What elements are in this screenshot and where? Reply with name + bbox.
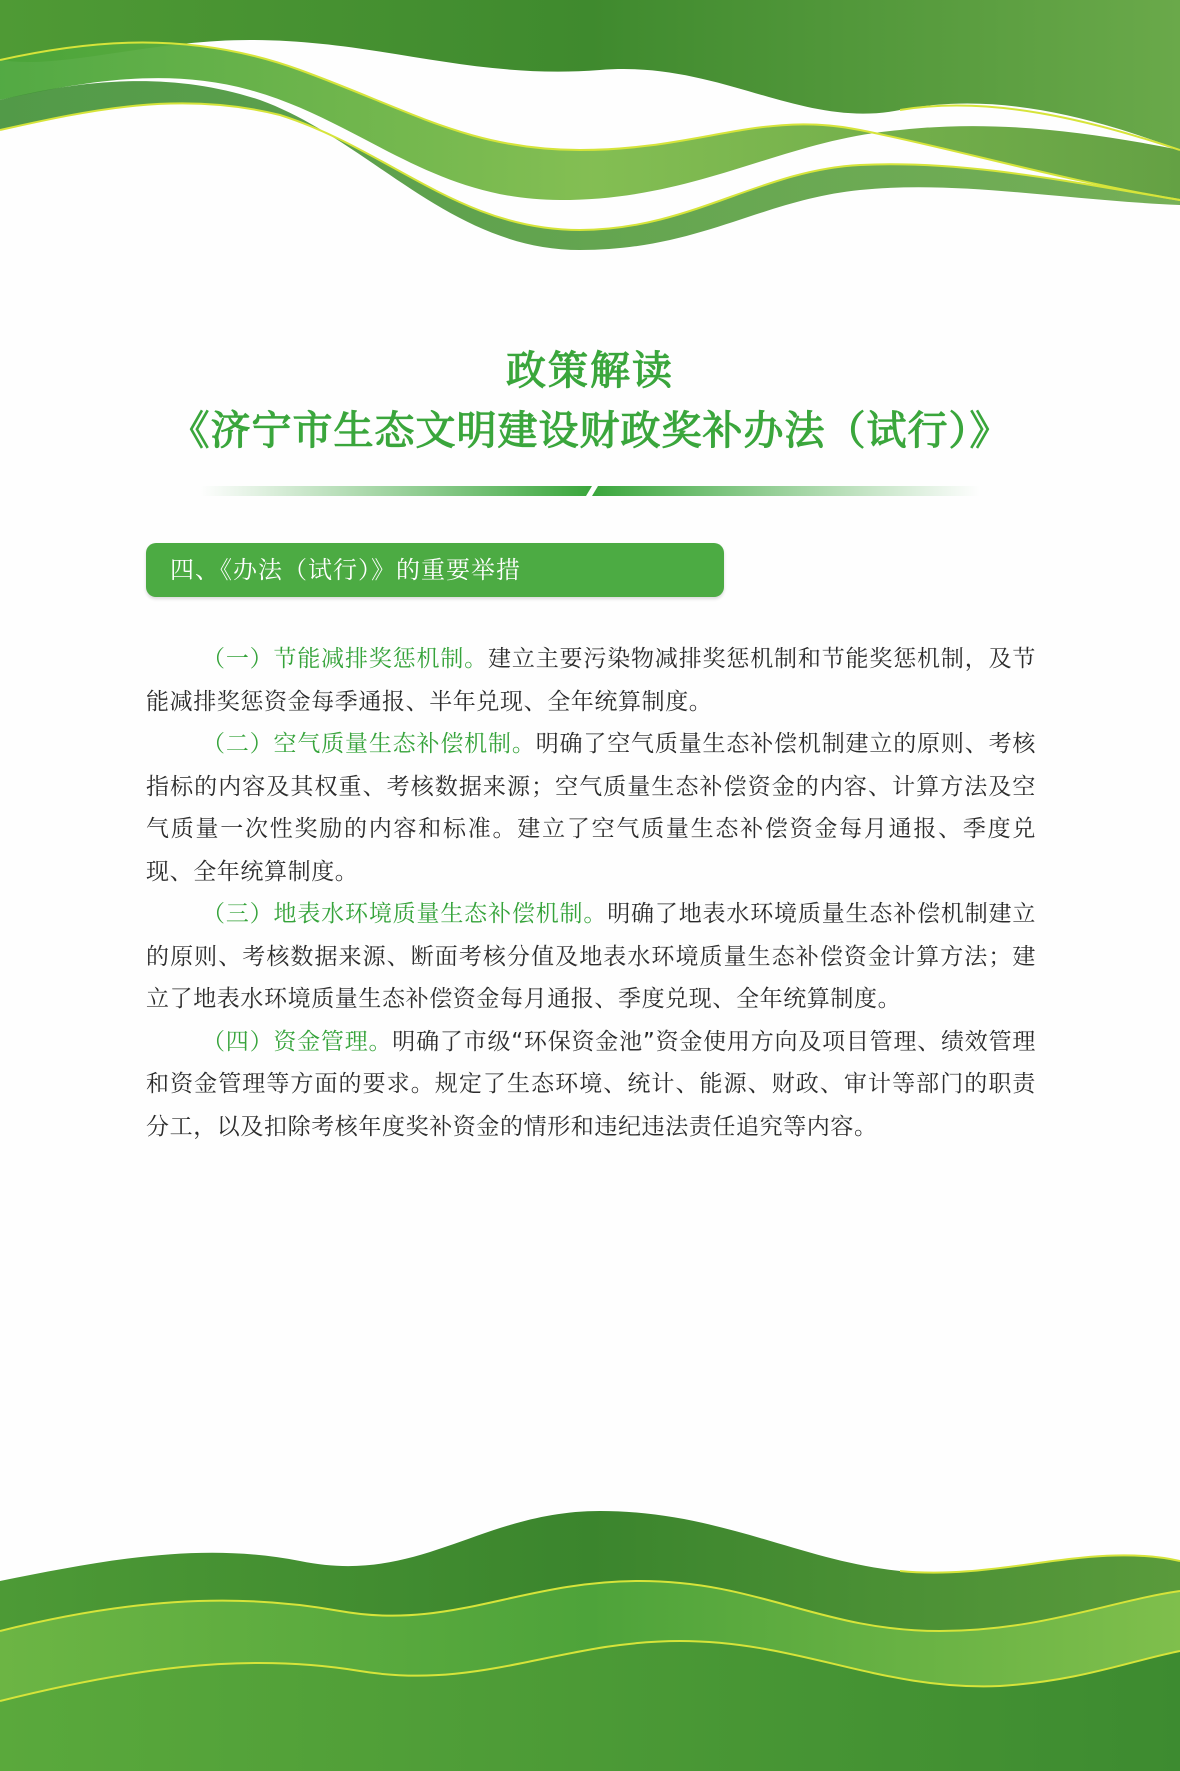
paragraph-4-lead: （四）资金管理。: [202, 1028, 393, 1055]
paragraph-1-lead: （一）节能减排奖惩机制。: [202, 646, 489, 672]
paragraph-1-text: 建立主要污染物减排奖惩机制和节能奖惩机制，及节能减排奖惩资金每季通报、半年兑现、全年统算制度。: [146, 646, 1036, 715]
top-wave-decoration: [0, 0, 1180, 270]
body-content: [146, 638, 1036, 1148]
paragraph-3: [146, 893, 1036, 1021]
paragraph-1: [146, 638, 1036, 723]
paragraph-2: [146, 723, 1036, 893]
title-divider: [200, 482, 980, 498]
section-heading: 四、《办法（试行）》的重要举措: [170, 556, 521, 584]
paragraph-3-lead: （三）地表水环境质量生态补偿机制。: [202, 901, 608, 927]
paragraph-4-text: 明确了市级“环保资金池”资金使用方向及项目管理、绩效管理和资金管理等方面的要求。规定了生态环境、统计、能源、财政、审计等部门的职责分工，以及扣除考核年度奖补资金的情形和违纪违法责任追究等内容。: [146, 1028, 1036, 1140]
bottom-wave-decoration: [0, 1501, 1180, 1771]
paragraph-2-lead: （二）空气质量生态补偿机制。: [202, 731, 536, 757]
section-heading-bar: [146, 543, 724, 597]
title-line-2: 《济宁市生态文明建设财政奖补办法（试行）》: [169, 408, 1011, 454]
paragraph-3-text: 明确了地表水环境质量生态补偿机制建立的原则、考核数据来源、断面考核分值及地表水环境质量生态补偿资金计算方法；建立了地表水环境质量生态补偿资金每月通报、季度兑现、全年统算制度。: [146, 901, 1036, 1012]
paragraph-4: [146, 1021, 1036, 1149]
title-block: [0, 345, 1180, 463]
title-line-1: 政策解读: [506, 348, 674, 394]
paragraph-2-text: 明确了空气质量生态补偿机制建立的原则、考核指标的内容及其权重、考核数据来源；空气质量生态补偿资金的内容、计算方法及空气质量一次性奖励的内容和标准。建立了空气质量生态补偿资金每月通报、季度兑现、全年统算制度。: [146, 731, 1036, 885]
